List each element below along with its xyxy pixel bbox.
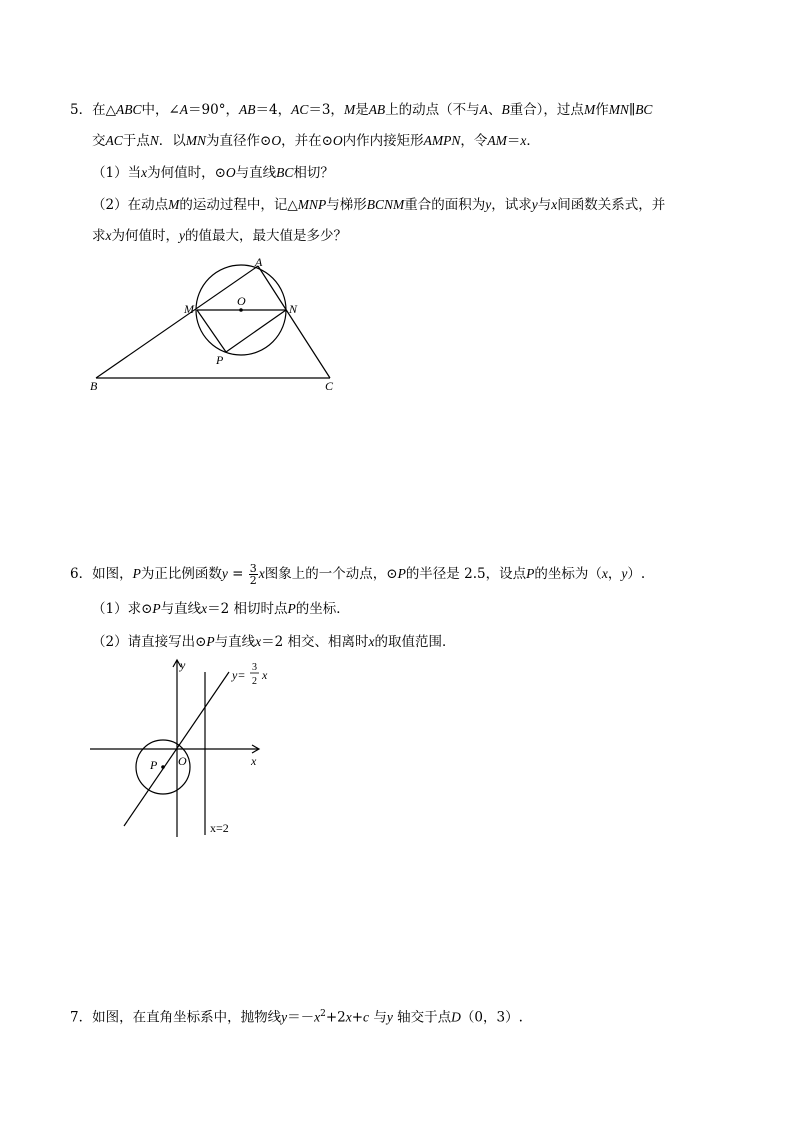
label-x-equals-2: x=2 [210, 821, 229, 835]
segment-pn [226, 310, 286, 352]
problem-7-line-1: 7．如图，在直角坐标系中，抛物线$y=-x^2+2x+c$ 与y 轴交于点D（0，3）. [70, 1009, 523, 1026]
problem-6-figure [85, 655, 280, 840]
label-a: A [255, 255, 263, 269]
label-line-num: 3 [252, 662, 257, 673]
problem-5-question-2a: （2）在动点M的运动过程中，记△MNP与梯形BCNM重合的面积为y，试求y与x间函数关系式，并 [92, 197, 666, 213]
label-b: B [90, 379, 98, 393]
problem-5-question-2b: 求x为何值时，y的值最大，最大值是多少？ [92, 228, 347, 244]
label-line-den: 2 [252, 676, 257, 687]
problem-5-line-1: 5．在△ABC中，∠A＝90°，AB＝4，AC＝3，M是AB上的动点（不与A、B重合），过点M作MN∥BC [70, 102, 653, 118]
problem-6-question-1: （1）求⊙P与直线x＝2 相切时点P的坐标． [92, 601, 350, 617]
problem-5-figure [80, 250, 350, 400]
fraction-3-2: $\frac{3}{2}$ [249, 562, 257, 587]
problem-5-line-2: 交AC于点N．以MN为直径作⊙O，并在⊙O内作内接矩形AMPN，令AM＝x． [92, 133, 540, 149]
label-o: O [237, 294, 246, 308]
label-line-prefix: y= [232, 668, 246, 682]
point-p-dot [161, 765, 165, 769]
problem-5-question-1: （1）当x为何值时，⊙O与直线BC相切？ [92, 165, 334, 181]
label-c: C [325, 379, 334, 393]
label-p: P [150, 758, 158, 772]
label-m: M [184, 302, 194, 316]
label-x-axis: x [251, 754, 257, 768]
label-line-suffix: x [262, 668, 268, 682]
label-y-axis: y [180, 658, 186, 672]
label-n: N [289, 302, 298, 316]
label-p: P [216, 353, 224, 367]
center-o-dot [239, 308, 243, 312]
label-origin: O [178, 754, 187, 768]
problem-6-question-2: （2）请直接写出⊙P与直线x＝2 相交、相离时x的取值范围． [92, 634, 456, 650]
segment-ab [96, 266, 258, 378]
problem-6-line-1: 6．如图，P为正比例函数y = $\frac{3}{2}$ x图象上的一个动点，⊙P的半径是 2.5，设点P的坐标为（x，y）. [70, 562, 646, 587]
